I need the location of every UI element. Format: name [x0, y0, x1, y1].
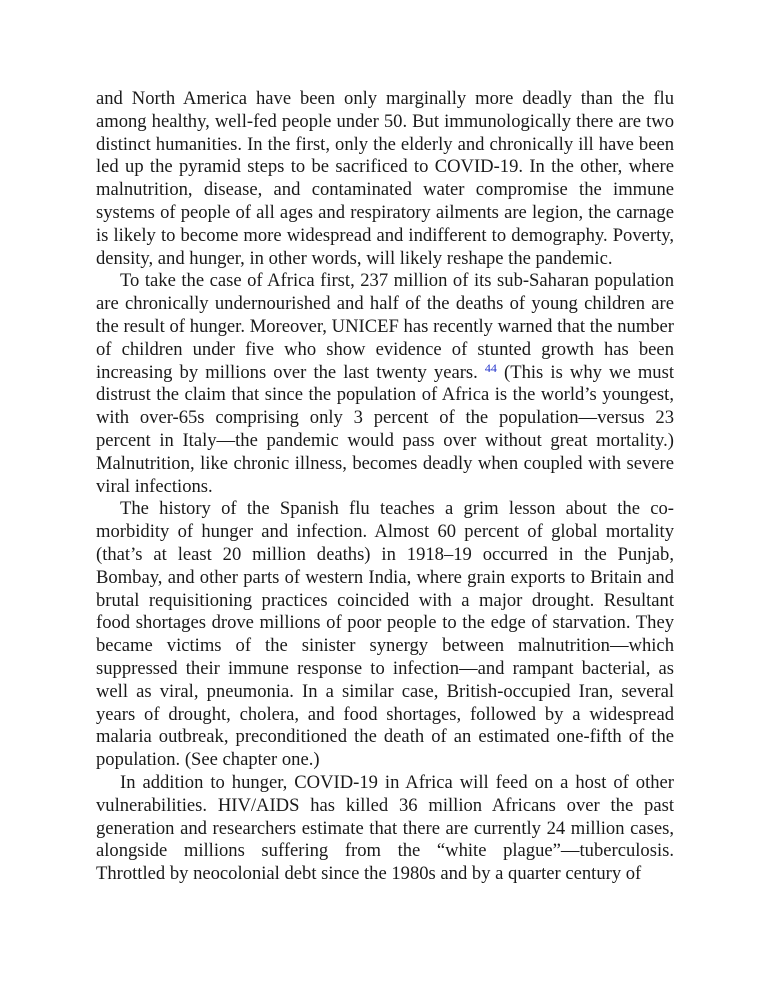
- paragraph-2-text-after: (This is why we must distrust the claim that since the population of Africa is the world’s youngest, with over-65s comprising only 3 percent of the population—versus 23 percent in Italy—the pandemic would pass over without great mortality.) Malnutrition, like chronic illness, becomes deadly when coupled with severe viral infections.: [96, 361, 675, 497]
- paragraph-1: and North America have been only marginally more deadly than the flu among healthy, well-fed people under 50. But immunologically there are two distinct humanities. In the first, only the elderly and chronically ill have been led up the pyramid steps to be sacrificed to COVID-19. In the other, where malnutrition, disease, and contaminated water compromise the immune systems of people of all ages and respiratory ailments are legion, the carnage is likely to become more widespread and indifferent to demography. Poverty, density, and hunger, in other words, will likely reshape the pandemic.: [96, 88, 674, 269]
- paragraph-3: The history of the Spanish flu teaches a grim lesson about the co-morbidity of hunger and infection. Almost 60 percent of global mortality (that’s at least 20 million deaths) in 1918–19 occurred in the Punjab, Bombay, and other parts of western India, where grain exports to Britain and brutal requisitioning practices coincided with a major drought. Resultant food shortages drove millions of poor people to the edge of starvation. They became victims of the sinister synergy between malnutrition—which suppressed their immune response to infection—and rampant bacterial, as well as viral, pneumonia. In a similar case, British-occupied Iran, several years of drought, cholera, and food shortages, followed by a widespread malaria outbreak, preconditioned the death of an estimated one-fifth of the population. (See chapter one.): [96, 498, 674, 771]
- paragraph-2-text-before: To take the case of Africa first, 237 million of its sub-Saharan population are chronically undernourished and half of the deaths of young children are the result of hunger. Moreover, UNICEF has recently warned that the number of children under five who show evidence of stunted growth has been increasing by millions over the last twenty years.: [96, 270, 674, 383]
- paragraph-4: In addition to hunger, COVID-19 in Africa will feed on a host of other vulnerabilities. HIV/AIDS has killed 36 million Africans over the past generation and researchers estimate that there are currently 24 million cases, alongside millions suffering from the “white plague”—tuberculosis. Throttled by neocolonial debt since the 1980s and by a quarter century of: [96, 771, 674, 885]
- paragraph-2: [96, 270, 674, 498]
- footnote-reference-44[interactable]: 44: [484, 360, 497, 375]
- document-page: [96, 88, 674, 886]
